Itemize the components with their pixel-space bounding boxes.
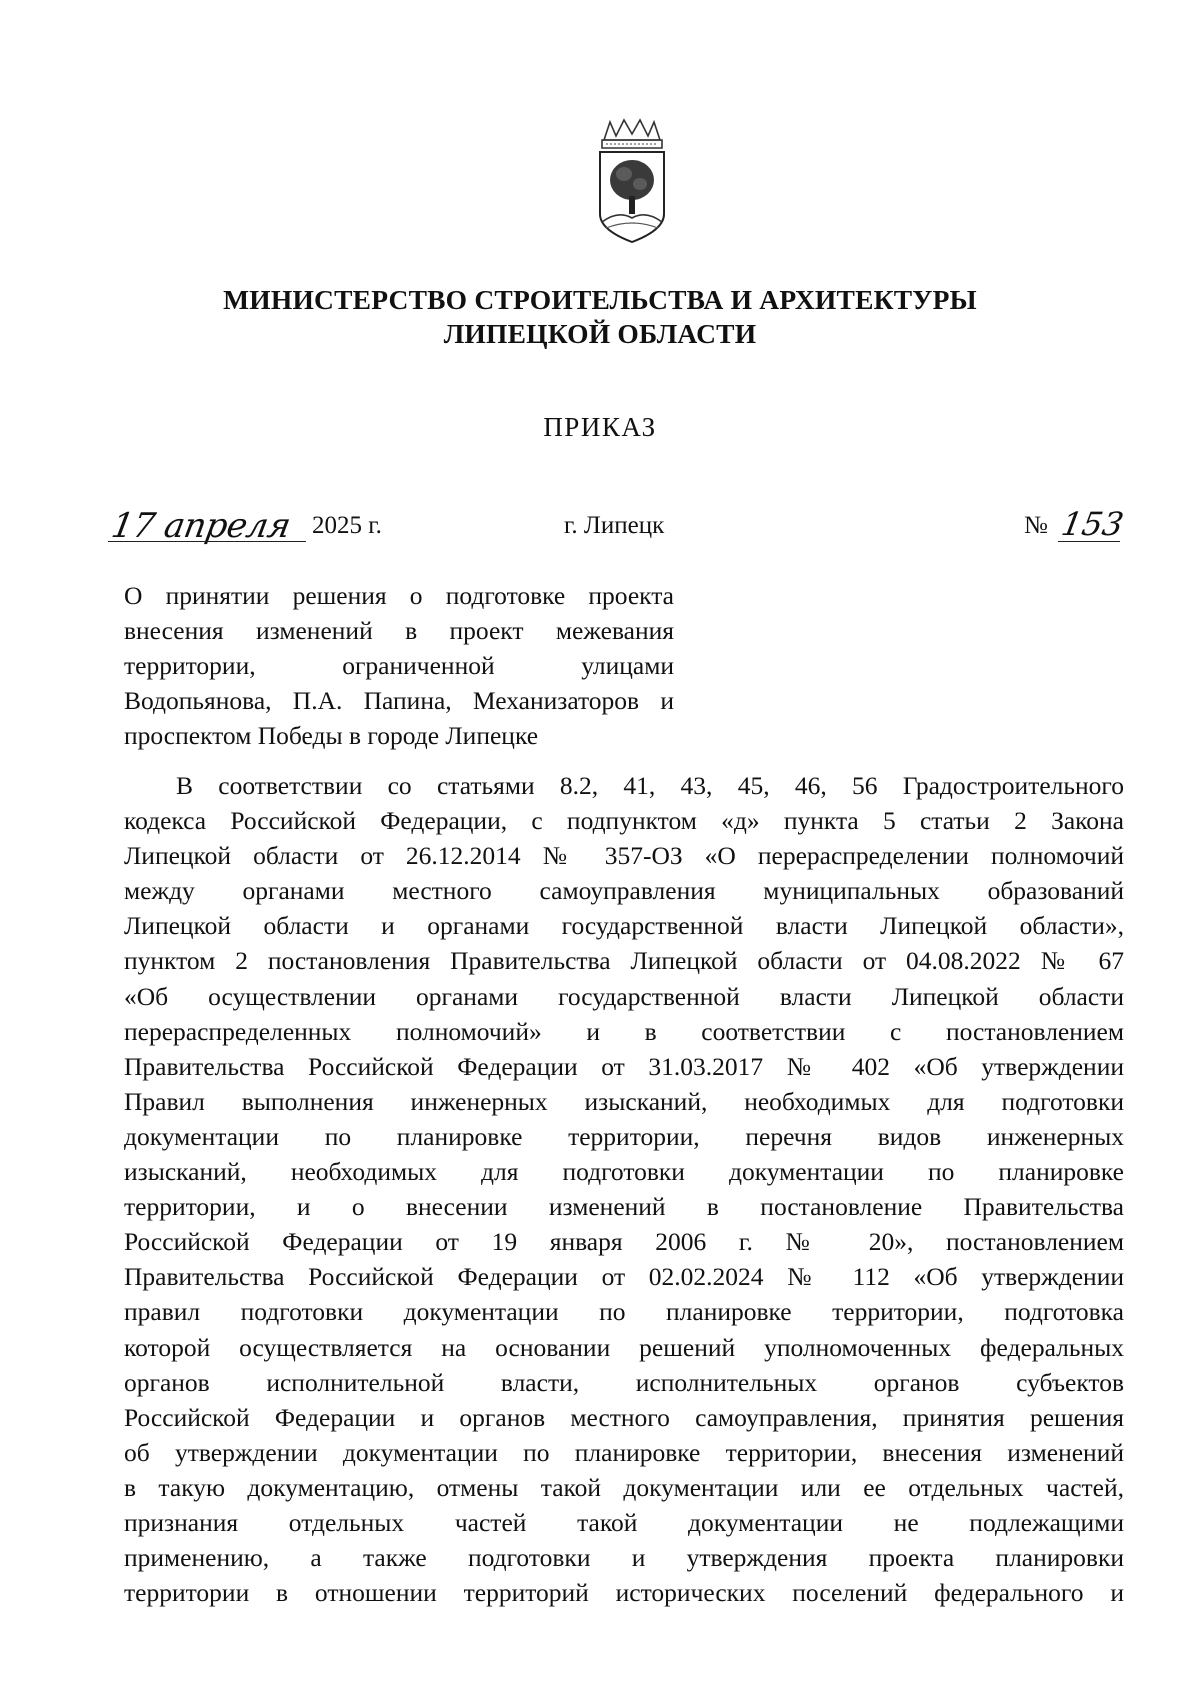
date-underline <box>108 541 306 542</box>
handwritten-date: 17 апреля <box>108 506 294 546</box>
body-line: применению, а также подготовки и утверждения проекта планировки <box>124 1543 1124 1573</box>
body-line: Правил выполнения инженерных изысканий, необходимых для подготовки <box>124 1086 1124 1116</box>
body-line: пунктом 2 постановления Правительства Липецкой области от 04.08.2022 № 67 <box>124 946 1124 976</box>
body-line: Российской Федерации и органов местного самоуправления, принятия решения <box>124 1402 1124 1432</box>
body-line: В соответствии со статьями 8.2, 41, 43, 45, 46, 56 Градостроительного <box>176 771 1124 800</box>
body-line: Правительства Российской Федерации от 31.03.2017 № 402 «Об утверждении <box>124 1051 1124 1081</box>
body-line: об утверждении документации по планировке территории, внесения изменений <box>124 1437 1124 1467</box>
document-type-title: ПРИКАЗ <box>543 412 657 442</box>
body-line: документации по планировке территории, перечня видов инженерных <box>124 1121 1124 1151</box>
body-line: территории, и о внесении изменений в постановление Правительства <box>124 1192 1124 1222</box>
body-line: которой осуществляется на основании решений уполномоченных федеральных <box>124 1332 1124 1362</box>
coat-of-arms-icon <box>582 118 682 246</box>
document-year: 2025 г. <box>312 512 382 539</box>
subject-line: О принятии решения о подготовке проекта <box>124 581 674 610</box>
body-line: признания отдельных частей такой документации не подлежащими <box>124 1507 1124 1537</box>
body-line: Российской Федерации от 19 января 2006 г. № 20», постановлением <box>124 1227 1124 1257</box>
body-line: Липецкой области от 26.12.2014 № 357-ОЗ «О перераспределении полномочий <box>124 841 1124 871</box>
handwritten-number: 153 <box>1058 505 1127 543</box>
ministry-name-line1: МИНИСТЕРСТВО СТРОИТЕЛЬСТВА И АРХИТЕКТУРЫ <box>223 284 977 315</box>
subject-line: проспектом Победы в городе Липецке <box>124 721 539 750</box>
body-line: между органами местного самоуправления муниципальных образований <box>124 876 1124 906</box>
body-line: Правительства Российской Федерации от 02.02.2024 № 112 «Об утверждении <box>124 1262 1124 1292</box>
number-label: № <box>1024 512 1048 539</box>
body-line: перераспределенных полномочий» и в соответствии с постановлением <box>124 1016 1124 1046</box>
body-line: кодекса Российской Федерации, с подпунктом «д» пункта 5 статьи 2 Закона <box>124 806 1124 836</box>
body-line: в такую документацию, отмены такой документации или ее отдельных частей, <box>124 1472 1124 1502</box>
body-line: Липецкой области и органами государственной власти Липецкой области», <box>124 911 1124 941</box>
document-body <box>124 768 1124 1610</box>
body-line: органов исполнительной власти, исполнительных органов субъектов <box>124 1367 1124 1397</box>
document-city: г. Липецк <box>564 512 665 539</box>
body-line: правил подготовки документации по планировке территории, подготовка <box>124 1297 1124 1327</box>
subject-line: территории, ограниченной улицами <box>124 651 674 680</box>
ministry-name-line2: ЛИПЕЦКОЙ ОБЛАСТИ <box>443 318 757 349</box>
body-line: «Об осуществлении органами государственной власти Липецкой области <box>124 981 1124 1011</box>
subject-line: Водопьянова, П.А. Папина, Механизаторов и <box>124 686 674 715</box>
body-line: территории в отношении территорий исторических поселений федерального и <box>124 1578 1124 1608</box>
document-subject <box>124 578 674 753</box>
subject-line: внесения изменений в проект межевания <box>124 616 674 645</box>
body-line: изысканий, необходимых для подготовки документации по планировке <box>124 1157 1124 1187</box>
number-underline <box>1058 541 1120 542</box>
